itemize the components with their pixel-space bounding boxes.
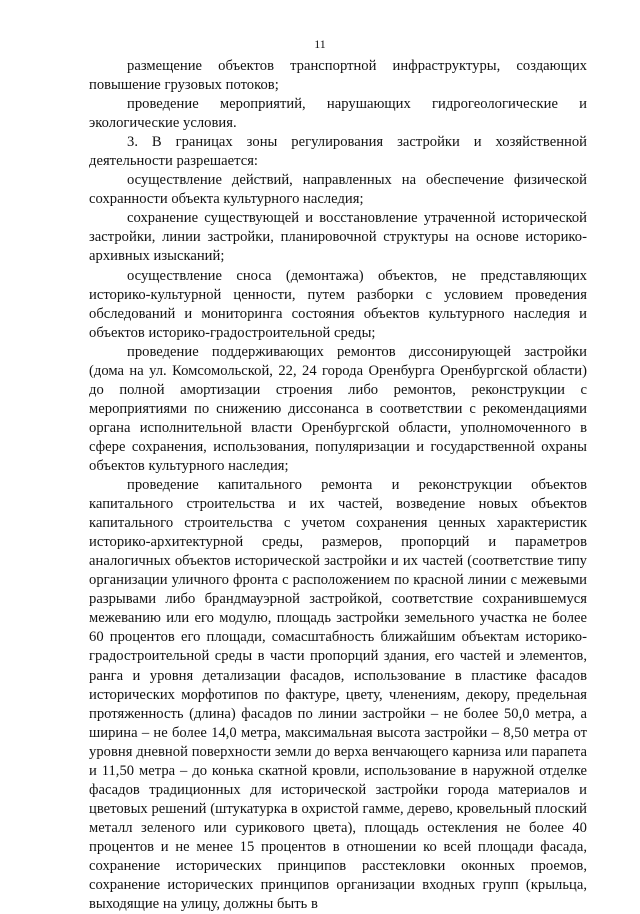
paragraph-zone-permissions-heading: 3. В границах зоны регулирования застройки и хозяйственной деятельности разрешается:: [89, 134, 587, 170]
paragraph-capital-construction: проведение капитального ремонта и реконструкции объектов капитального строительства и их частей, возведение новых объектов капитального строительства с учетом сохранения ценных характеристик историко-архитектурной среды, размеров, пропорций и параметров аналогичных объектов исторической застройки и их частей (соответствие типу организации уличного фронта с расположением по красной линии с межевыми разрывами либо брандмауэрной застройкой, соответствие сохранившемуся межеванию или его модулю, площадь застройки земельного участка не более 60 процентов его площади, сомасштабность ближайшим объектам историко-градостроительной среды в части пропорций здания, его частей и элементов, ранга и уровня детализации фасадов, использование в пластике фасадов исторических морфотипов по фактуре, цвету, членениям, декору, предельная протяженность (длина) фасадов по линии застройки – не более 50,0 метра, а ширина – не более 14,0 метра, максимальная высота застройки – 8,50 метра от уровня дневной поверхности земли до верха венчающего карниза или парапета и 11,50 метра – до конька скатной кровли, использование в наружной отделке фасадов традиционных для исторической застройки города материалов и цветовых решений (штукатурка в охристой гамме, дерево, кровельный плоский металл зеленого или сурикового цвета), площадь остекления не более 40 процентов и не менее 15 процентов в отношении ко всей площади фасада, сохранение исторических принципов расстекловки оконных проемов, сохранение исторических принципов организации входных групп (крыльца, выходящие на улицу, должны быть в: [89, 477, 587, 913]
paragraph-maintenance-repairs: проведение поддерживающих ремонтов диссонирующей застройки (дома на ул. Комсомольской, 22, 24 города Оренбурга Оренбургской области) до полной амортизации строения либо ремонтов, реконструкции с мероприятиями по снижению диссонанса в соответствии с рекомендациями органа исполнительной власти Оренбургской области, уполномоченного в сфере сохранения, использования, популяризации и государственной охраны объектов культурного наследия;: [89, 343, 587, 474]
paragraph-prohibition-transport: размещение объектов транспортной инфраструктуры, создающих повышение грузовых потоков;: [89, 58, 587, 94]
paragraph-restoration: сохранение существующей и восстановление утраченной исторической застройки, линии застройки, планировочной структуры на основе историко-архивных изысканий;: [89, 210, 587, 265]
document-body: [89, 57, 587, 914]
page-number: 11: [314, 37, 326, 51]
paragraph-physical-preservation: осуществление действий, направленных на обеспечение физической сохранности объекта культурного наследия;: [89, 172, 587, 208]
paragraph-prohibition-hydrogeology: проведение мероприятий, нарушающих гидрогеологические и экологические условия.: [89, 96, 587, 132]
paragraph-demolition: осуществление сноса (демонтажа) объектов, не представляющих историко-культурной ценности, путем разборки с условием проведения обследований и мониторинга состояния объектов культурного наследия и объектов историко-градостроительной среды;: [89, 267, 587, 341]
